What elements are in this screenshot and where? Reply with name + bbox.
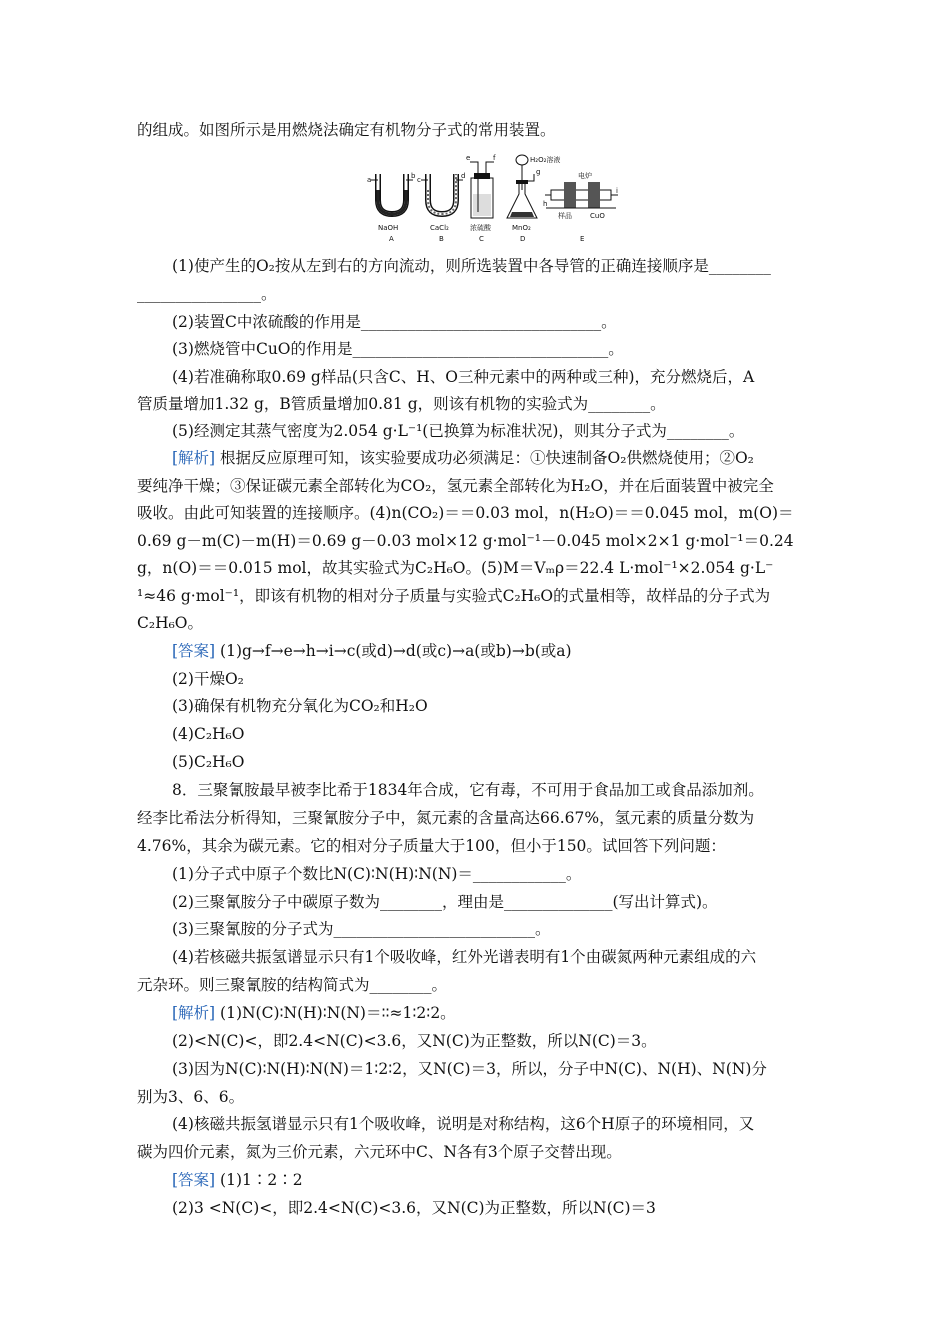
q7-line: ________________。	[137, 285, 277, 303]
analysis-8-first: [解析] (1)N(C)∶N(H)∶N(N)＝∶∶≈1∶2∶2。	[172, 1004, 456, 1022]
answer-7-line: (5)C₂H₆O	[172, 753, 245, 771]
apparatus-figure	[366, 150, 624, 248]
q7-line: (1)使产生的O₂按从左到右的方向流动，则所选装置中各导管的正确连接顺序是________	[172, 257, 771, 275]
cuo-label: CuO	[590, 212, 605, 220]
answer-tag: [答案]	[172, 1171, 216, 1189]
q8-line: (2)三聚氰胺分子中碳原子数为________，理由是______________(写出计算式)。	[172, 893, 718, 911]
intro-text: 的组成。如图所示是用燃烧法确定有机物分子式的常用装置。	[137, 121, 556, 139]
port-c: c	[417, 176, 421, 184]
port-b: b	[411, 172, 416, 180]
q8-line: 4.76%，其余为碳元素。它的相对分子质量大于100，但小于150。试回答下列问题：	[137, 837, 726, 855]
analysis-8-line: (2)<N(C)<，即2.4<N(C)<3.6，又N(C)为正整数，所以N(C)＝3。	[172, 1032, 657, 1050]
q8-line: 元杂环。则三聚氰胺的结构简式为________。	[137, 976, 448, 994]
q7-line: (5)经测定其蒸气密度为2.054 g·L⁻¹(已换算为标准状况)，则其分子式为________。	[172, 422, 745, 440]
analysis-tag: [解析]	[172, 1004, 216, 1022]
analysis-7-line: 0.69 g－m(C)－m(H)＝0.69 g－0.03 mol×12 g·mol⁻¹－0.045 mol×2×1 g·mol⁻¹＝0.24	[137, 532, 794, 550]
furnace-label: 电炉	[578, 172, 592, 180]
combustion-tube-e	[545, 182, 618, 208]
reagent-b: CaCl₂	[430, 224, 449, 232]
answer-8-line: (2)3 <N(C)<，即2.4<N(C)<3.6，又N(C)为正整数，所以N(C)＝3	[172, 1199, 656, 1217]
port-f: f	[493, 154, 496, 162]
analysis-8-line: 别为3、6、6。	[137, 1088, 245, 1106]
q8-line: (3)三聚氰胺的分子式为__________________________。	[172, 920, 551, 938]
port-g: g	[536, 168, 541, 176]
q8-line: (1)分子式中原子个数比N(C)∶N(H)∶N(N)＝____________。	[172, 865, 582, 883]
analysis-7-first: [解析] 根据反应原理可知，该实验要成功必须满足：①快速制备O₂供燃烧使用；②O₂	[172, 449, 754, 467]
letter-a: A	[389, 235, 394, 243]
letter-b: B	[439, 235, 444, 243]
u-tube-b	[421, 172, 466, 214]
answer-7-first: [答案] (1)g→f→e→h→i→c(或d)→d(或c)→a(或b)→b(或a)	[172, 642, 572, 660]
port-e: e	[466, 154, 471, 162]
port-a: a	[367, 176, 372, 184]
h2o2-label: H₂O₂溶液	[530, 156, 561, 164]
answer-7-line: (2)干燥O₂	[172, 670, 244, 688]
analysis-7-line: g，n(O)＝＝0.015 mol，故其实验式为C₂H₆O。(5)M＝Vₘρ＝22.4 L·mol⁻¹×2.054 g·L⁻	[137, 559, 774, 577]
analysis-7-line: 吸收。由此可知装置的连接顺序。(4)n(CO₂)＝＝0.03 mol，n(H₂O)＝＝0.045 mol，m(O)＝	[137, 504, 794, 522]
u-tube-a	[371, 174, 413, 214]
sample-label: 样品	[558, 212, 572, 220]
analysis-8-line: (3)因为N(C)∶N(H)∶N(N)＝1∶2∶2，又N(C)＝3，所以，分子中N(C)、N(H)、N(N)分	[172, 1060, 767, 1078]
wash-bottle-c	[470, 162, 494, 218]
reagent-d: MnO₂	[512, 224, 531, 232]
q7-line: (2)装置C中浓硫酸的作用是_______________________________。	[172, 313, 617, 331]
analysis-tag: [解析]	[172, 449, 216, 467]
letter-e: E	[580, 235, 585, 243]
q7-line: 管质量增加1.32 g，B管质量增加0.81 g，则该有机物的实验式为________。	[137, 395, 666, 413]
flask-d	[507, 155, 537, 218]
q7-line: (4)若准确称取0.69 g样品(只含C、H、O三种元素中的两种或三种)，充分燃烧后，A	[172, 368, 755, 386]
q7-line: (3)燃烧管中CuO的作用是_________________________________。	[172, 340, 624, 358]
analysis-7-line: 要纯净干燥；③保证碳元素全部转化为CO₂，氢元素全部转化为H₂O，并在后面装置中被完全	[137, 477, 774, 495]
letter-c: C	[479, 235, 484, 243]
reagent-c: 浓硫酸	[470, 224, 491, 232]
analysis-7-line: ¹≈46 g·mol⁻¹，即该有机物的相对分子质量与实验式C₂H₆O的式量相等，故样品的分子式为	[137, 587, 771, 605]
port-h: h	[543, 200, 548, 208]
analysis-8-line: (4)核磁共振氢谱显示只有1个吸收峰，说明是对称结构，这6个H原子的环境相同，又	[172, 1115, 755, 1133]
letter-d: D	[520, 235, 526, 243]
analysis-8-line: 碳为四价元素，氮为三价元素，六元环中C、N各有3个原子交替出现。	[137, 1143, 622, 1161]
analysis-7-line: C₂H₆O。	[137, 614, 204, 632]
q8-line: 经李比希法分析得知，三聚氰胺分子中，氮元素的含量高达66.67%，氢元素的质量分数为	[137, 809, 755, 827]
port-i: i	[616, 187, 618, 195]
answer-tag: [答案]	[172, 642, 216, 660]
q8-line: 8．三聚氰胺最早被李比希于1834年合成，它有毒，不可用于食品加工或食品添加剂。	[172, 781, 764, 799]
answer-8-first: [答案] (1)1∶2∶2	[172, 1171, 303, 1189]
answer-7-line: (4)C₂H₆O	[172, 725, 245, 743]
port-d: d	[461, 172, 466, 180]
answer-7-line: (3)确保有机物充分氧化为CO₂和H₂O	[172, 697, 428, 715]
reagent-a: NaOH	[378, 224, 399, 232]
q8-line: (4)若核磁共振氢谱显示只有1个吸收峰，红外光谱表明有1个由碳氮两种元素组成的六	[172, 948, 757, 966]
